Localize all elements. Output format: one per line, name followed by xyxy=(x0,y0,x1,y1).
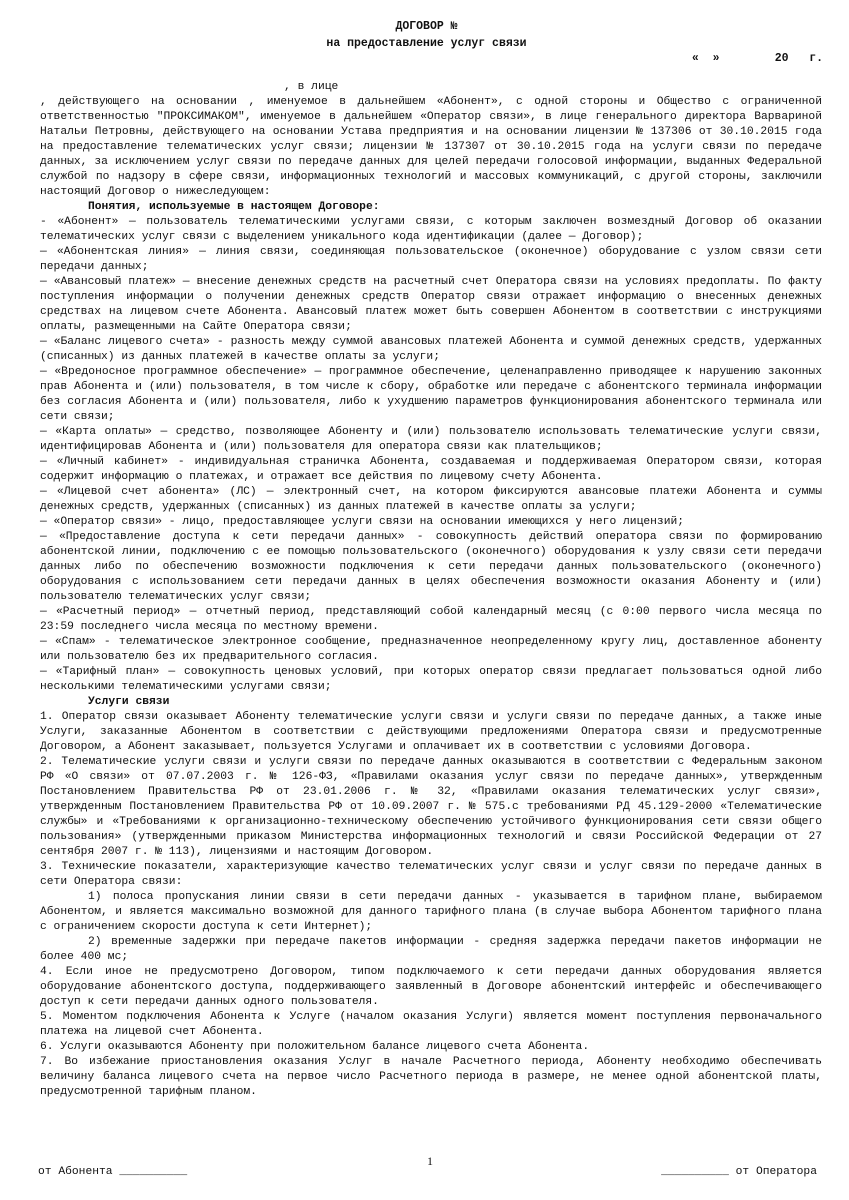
definition-item: — «Спам» - телематическое электронное сообщение, предназначенное неопределенному кругу лиц, доставленное абоненту или пользователю без их предварительного согласия. xyxy=(40,636,822,663)
definition-item: — «Расчетный период» — отчетный период, представляющий собой календарный месяц (с 0:00 первого числа месяца по 23:59 последнего числа месяца по местному времени. xyxy=(40,606,822,633)
section-heading-services: Услуги связи xyxy=(88,696,170,708)
definition-item: — «Предоставление доступа к сети передачи данных» - совокупность действий оператора связи по формированию абонентской линии, подключению с ее помощью пользовательского (оконечного) оборудования к узлу связи сети передачи данных либо по обеспечению возможности подключения к сети передачи данных пользовательского (оконечного) оборудования с использованием сети передачи данных в целях обеспечения возможности оказания Абоненту и (или) пользователю телематических услуг связи; xyxy=(40,531,822,603)
definition-item: — «Тарифный план» — совокупность ценовых условий, при которых оператор связи предлагает пользоваться одной либо несколькими телематическими услугами связи; xyxy=(40,666,822,693)
definition-item: — «Абонентская линия» — линия связи, соединяющая пользовательское (оконечное) оборудование с узлом связи сети передачи данных; xyxy=(40,246,822,273)
clause-3-2: 2) временные задержки при передаче пакетов информации - средняя задержка передачи пакетов информации не более 400 мс; xyxy=(40,936,822,963)
signature-operator: __________ от Оператора xyxy=(661,1166,817,1178)
definition-item: — «Оператор связи» - лицо, предоставляющее услуги связи на основании имеющихся у него лицензий; xyxy=(40,516,685,528)
definition-item: — «Карта оплаты» — средство, позволяющее Абоненту и (или) пользователю использовать телематические услуги связи, идентифицировав Абонента и (или) пользователя для оператора связи как плательщиков; xyxy=(40,426,822,453)
clause-5: 5. Моментом подключения Абонента к Услуге (началом оказания Услуги) является момент поступления первоначального платежа на лицевой счет Абонента. xyxy=(40,1011,822,1038)
definition-item: — «Лицевой счет абонента» (ЛС) — электронный счет, на котором фиксируются авансовые платежи Абонента и суммы денежных средств, удержанных (списанных) из данных платежей в качестве оплаты за услуги; xyxy=(40,486,822,513)
clause-6: 6. Услуги оказываются Абоненту при положительном балансе лицевого счета Абонента. xyxy=(40,1041,590,1053)
definition-item: — «Личный кабинет» - индивидуальная страничка Абонента, создаваемая и поддерживаемая Оператором связи, которая содержит информацию о платежах, и отражает все действия по лицевому счету Абонента. xyxy=(40,456,822,483)
definition-item: — «Баланс лицевого счета» - разность между суммой авансовых платежей Абонента и суммой денежных средств, удержанных (списанных) из данных платежей в качестве оплаты за услуги; xyxy=(40,336,822,363)
contract-body xyxy=(40,80,822,1100)
date-line: « » 20 г. xyxy=(691,52,823,65)
intro-paragraph: , действующего на основании , именуемое в дальнейшем «Абонент», с одной стороны и Общество с ограниченной ответственностью "ПРОКСИМАКОМ", именуемое в дальнейшем «Оператор связи», в лице генерального директора Варвариной Натальи Петровны, действующего на основании Устава предприятия и на основании лицензии № 137306 от 30.10.2015 года на предоставление телематических услуг связи; лицензии № 137307 от 30.10.2015 года на услуги связи по передаче данных, за исключением услуг связи по передаче данных для целей передачи голосовой информации, выданных Федеральной службой по надзору в сфере связи, информационных технологий и массовых коммуникаций, с другой стороны, заключили настоящий Договор о нижеследующем: xyxy=(40,96,822,198)
clause-3: 3. Технические показатели, характеризующие качество телематических услуг связи и услуг связи по передаче данных в сети Оператора связи: xyxy=(40,861,822,888)
document-title: ДОГОВОР № xyxy=(395,20,458,33)
section-heading-definitions: Понятия, используемые в настоящем Договоре: xyxy=(88,201,380,213)
definition-item: - «Абонент» — пользователь телематическими услугами связи, с которым заключен возмездный Договор об оказании телематических услуг связи с выделением уникального кода идентификации (далее — Договор); xyxy=(40,216,822,243)
clause-2: 2. Телематические услуги связи и услуги связи по передаче данных оказываются в соответствии с Федеральным законом РФ «О связи» от 07.07.2003 г. № 126-ФЗ, «Правилами оказания услуг связи по передаче данных», утвержденным Постановлением Правительства РФ от 23.01.2006 г. № 32, «Правилами оказания телематических услуг связи», утвержденным Постановлением Правительства РФ от 10.09.2007 г. № 575.с требованиями РД 45.129-2000 «Телематические службы» и «Требованиями к организационно-техническому обеспечению устойчивого функционирования сети связи общего пользования» (утвержденными приказом Министерства информационных технологий и связи Российской Федерации от 27 сентября 2007 г. № 113), лицензиями и настоящим Договором. xyxy=(40,756,822,858)
document-subtitle: на предоставление услуг связи xyxy=(326,37,527,50)
page-number: 1 xyxy=(427,1154,433,1168)
clause-1: 1. Оператор связи оказывает Абоненту телематические услуги связи и услуги связи по передаче данных, а также иные Услуги, заказанные Абонентом в соответствии с действующими предложениями Оператора связи и предусмотренные Договором, а Абонент заказывает, пользуется Услугами и оплачивает их в соответствии с условиями Договора. xyxy=(40,711,822,753)
clause-3-1: 1) полоса пропускания линии связи в сети передачи данных - указывается в тарифном плане, выбираемом Абонентом, и является максимально возможной для данного тарифного плана (в случае выбора Абонентом тарифного плана с ограничением скорости доступа к сети Интернет); xyxy=(40,891,822,933)
clause-4: 4. Если иное не предусмотрено Договором, типом подключаемого к сети передачи данных оборудования является оборудование абонентского доступа, поддерживающего заявленный в Договоре абонентский интерфейс и обеспечивающего доступ к сети передачи данных одного пользователя. xyxy=(40,966,822,1008)
definition-item: — «Авансовый платеж» — внесение денежных средств на расчетный счет Оператора связи на условиях предоплаты. По факту поступления информации о получении денежных средств Оператор связи отражает информацию о внесенных денежных средствах на лицевом счете Абонента. Авансовый платеж может быть совершен Абонентом в соответствии с инструкциями оплаты, размещенными на Сайте Оператора связи; xyxy=(40,276,822,333)
definition-item: — «Вредоносное программное обеспечение» — программное обеспечение, целенаправленно приводящее к нарушению законных прав Абонента и (или) пользователя, в том числе к сбору, обработке или передаче с абонентского терминала информации без согласия Абонента и (или) пользователя, либо к ухудшению параметров функционирования абонентского терминала или сети связи; xyxy=(40,366,822,423)
intro-line-1: , в лице xyxy=(40,81,339,93)
signature-subscriber: от Абонента __________ xyxy=(38,1166,188,1178)
clause-7: 7. Во избежание приостановления оказания Услуг в начале Расчетного периода, Абоненту необходимо обеспечивать величину баланса лицевого счета на первое число Расчетного периода в размере, не менее одной абонентской платы, предусмотренной тарифным планом. xyxy=(40,1056,822,1098)
